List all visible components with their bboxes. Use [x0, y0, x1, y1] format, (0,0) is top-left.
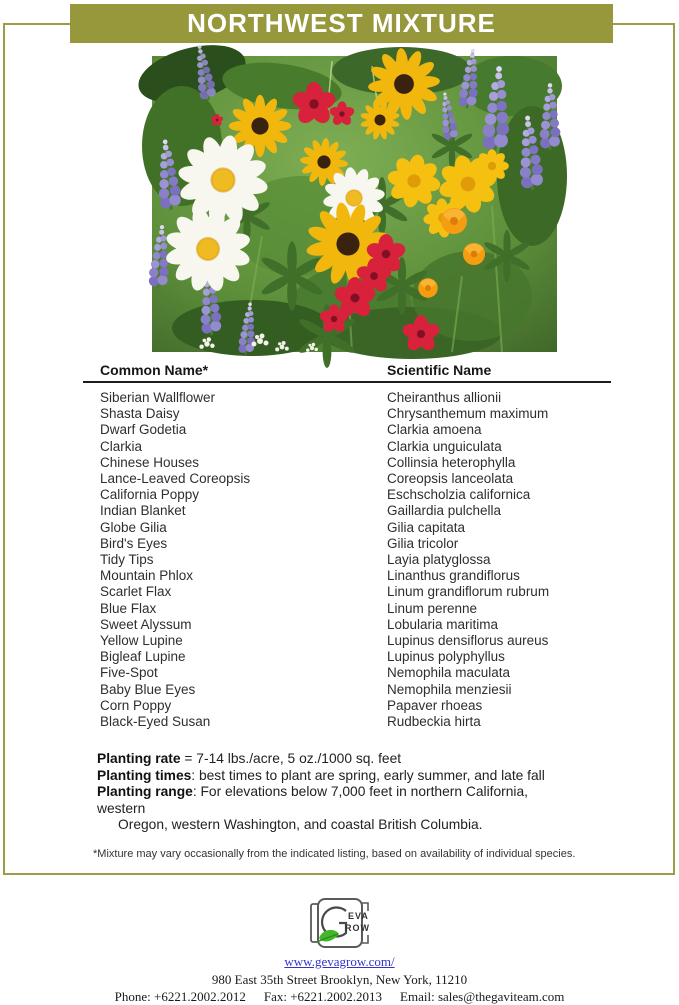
scientific-name-cell: Lobularia maritima: [387, 616, 499, 632]
scientific-name-cell: Layia platyglossa: [387, 552, 491, 568]
table-row: [83, 471, 611, 487]
table-row: [83, 633, 611, 649]
common-name-cell: Sweet Alyssum: [100, 616, 192, 632]
table-header-row: [83, 362, 611, 383]
common-name-cell: Mountain Phlox: [100, 568, 194, 584]
common-name-cell: Bird's Eyes: [100, 535, 168, 551]
table-row: [83, 714, 611, 730]
footer: [0, 894, 679, 1005]
table-row: [83, 665, 611, 681]
planting-info: [97, 751, 629, 834]
address-line: 980 East 35th Street Brooklyn, New York, 11210: [211, 972, 468, 987]
common-name-cell: Clarkia: [100, 438, 143, 454]
common-name-cell: Baby Blue Eyes: [100, 681, 196, 697]
planting-times-line: [97, 768, 629, 785]
common-name-cell: Five-Spot: [100, 665, 158, 681]
planting-range-cont-line: Oregon, western Washington, and coastal British Columbia.: [118, 817, 483, 833]
table-row: [83, 503, 611, 519]
page-title: NORTHWEST MIXTURE: [187, 8, 496, 38]
phone-text: Phone: +6221.2002.2012: [114, 989, 246, 1004]
scientific-name-cell: Nemophila menziesii: [387, 681, 512, 697]
mixture-footnote: *Mixture may vary occasionally from the indicated listing, based on availability of individual species.: [93, 848, 576, 860]
common-name-cell: Bigleaf Lupine: [100, 649, 186, 665]
scientific-name-cell: Linanthus grandiflorus: [387, 568, 520, 584]
species-rows: [83, 390, 611, 730]
table-row: [83, 649, 611, 665]
scientific-name-cell: Collinsia heterophylla: [387, 454, 516, 470]
common-name-cell: Yellow Lupine: [100, 633, 183, 649]
scientific-name-cell: Gilia capitata: [387, 519, 466, 535]
website-link[interactable]: www.gevagrow.com/: [284, 954, 395, 969]
scientific-name-cell: Lupinus polyphyllus: [387, 649, 505, 665]
table-header-scientific: Scientific Name: [387, 362, 492, 378]
table-row: [83, 698, 611, 714]
table-row: [83, 552, 611, 568]
species-table: [83, 362, 611, 730]
table-row: [83, 439, 611, 455]
planting-rate-text: = 7-14 lbs./acre, 5 oz./1000 sq. feet: [180, 751, 402, 766]
table-row: [83, 568, 611, 584]
scientific-name-cell: Lupinus densiflorus aureus: [387, 633, 549, 649]
table-header-common: Common Name*: [100, 362, 209, 378]
planting-range-line: [97, 784, 629, 801]
scientific-name-cell: Linum perenne: [387, 600, 478, 616]
wildflower-photo: [152, 56, 557, 352]
common-name-cell: Scarlet Flax: [100, 584, 172, 600]
scientific-name-cell: Clarkia unguiculata: [387, 438, 502, 454]
contact-line: [0, 989, 679, 1005]
common-name-cell: Blue Flax: [100, 600, 157, 616]
table-row: [83, 682, 611, 698]
geva-grow-logo: [306, 894, 374, 952]
planting-times-text: : best times to plant are spring, early summer, and late fall: [191, 767, 545, 783]
table-row: [83, 601, 611, 617]
scientific-name-cell: Coreopsis lanceolata: [387, 471, 514, 487]
table-row: [83, 422, 611, 438]
common-name-cell: California Poppy: [100, 487, 200, 503]
planting-rate-label: Planting rate: [97, 751, 181, 766]
common-name-cell: Siberian Wallflower: [100, 390, 216, 405]
email-text: Email: sales@thegaviteam.com: [400, 989, 565, 1004]
logo-text-row: ROW: [344, 923, 370, 933]
table-row: [83, 520, 611, 536]
table-row: [83, 584, 611, 600]
title-banner: [70, 4, 613, 43]
table-row: [83, 390, 611, 406]
planting-rate-line: [97, 751, 629, 768]
planting-range-wrap-line: western: [97, 800, 146, 816]
scientific-name-cell: Papaver rhoeas: [387, 697, 483, 713]
table-row: [83, 617, 611, 633]
common-name-cell: Chinese Houses: [100, 454, 200, 470]
scientific-name-cell: Rudbeckia hirta: [387, 714, 481, 730]
fax-text: Fax: +6221.2002.2013: [263, 989, 383, 1004]
planting-times-label: Planting times: [97, 767, 192, 783]
scientific-name-cell: Eschscholzia californica: [387, 487, 531, 503]
scientific-name-cell: Clarkia amoena: [387, 422, 482, 438]
scientific-name-cell: Nemophila maculata: [387, 665, 511, 681]
common-name-cell: Dwarf Godetia: [100, 422, 187, 438]
common-name-cell: Tidy Tips: [100, 552, 154, 568]
table-row: [83, 536, 611, 552]
common-name-cell: Corn Poppy: [100, 697, 172, 713]
table-row: [83, 487, 611, 503]
common-name-cell: Globe Gilia: [100, 519, 167, 535]
scientific-name-cell: Gilia tricolor: [387, 535, 459, 551]
scientific-name-cell: Linum grandiflorum rubrum: [387, 584, 550, 600]
planting-range-text: : For elevations below 7,000 feet in northern California,: [192, 784, 528, 800]
scientific-name-cell: Chrysanthemum maximum: [387, 406, 549, 422]
common-name-cell: Black-Eyed Susan: [100, 714, 211, 730]
planting-range-label: Planting range: [97, 784, 193, 800]
common-name-cell: Shasta Daisy: [100, 406, 180, 422]
common-name-cell: Lance-Leaved Coreopsis: [100, 471, 251, 487]
common-name-cell: Indian Blanket: [100, 503, 186, 519]
logo-text-eva: EVA: [347, 911, 369, 921]
table-row: [83, 455, 611, 471]
scientific-name-cell: Gaillardia pulchella: [387, 503, 502, 519]
table-row: [83, 406, 611, 422]
scientific-name-cell: Cheiranthus allionii: [387, 390, 502, 405]
